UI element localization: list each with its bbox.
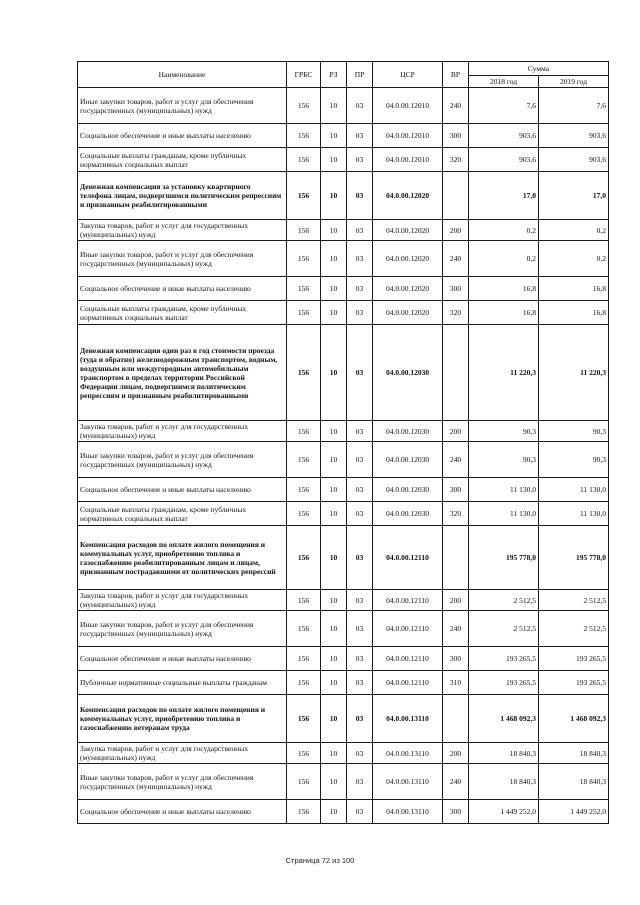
cell-vr: 200 bbox=[443, 421, 469, 442]
cell-vr bbox=[443, 172, 469, 220]
cell-name: Закупка товаров, работ и услуг для государственных (муниципальных) нужд bbox=[78, 743, 287, 764]
cell-2018: 0,2 bbox=[469, 241, 539, 277]
cell-pr: 03 bbox=[347, 442, 373, 478]
cell-2018: 11 130,0 bbox=[469, 478, 539, 502]
cell-2019: 195 778,0 bbox=[539, 526, 609, 590]
header-csr: ЦСР bbox=[373, 62, 443, 88]
cell-csr: 04.0.00.12010 bbox=[373, 148, 443, 172]
cell-csr: 04.0.00.12020 bbox=[373, 277, 443, 301]
cell-grbs: 156 bbox=[287, 442, 321, 478]
cell-vr: 320 bbox=[443, 148, 469, 172]
cell-vr: 240 bbox=[443, 442, 469, 478]
header-year-2018: 2018 год bbox=[469, 76, 539, 88]
cell-2019: 16,8 bbox=[539, 301, 609, 325]
cell-2019: 193 265,5 bbox=[539, 671, 609, 695]
cell-csr: 04.0.00.12020 bbox=[373, 301, 443, 325]
cell-rz: 10 bbox=[321, 478, 347, 502]
cell-csr: 04.0.00.12030 bbox=[373, 478, 443, 502]
cell-csr: 04.0.00.13110 bbox=[373, 743, 443, 764]
cell-name: Социальное обеспечение и иные выплаты населению bbox=[78, 277, 287, 301]
cell-grbs: 156 bbox=[287, 502, 321, 526]
table-row bbox=[78, 148, 609, 172]
cell-rz: 10 bbox=[321, 421, 347, 442]
cell-grbs: 156 bbox=[287, 277, 321, 301]
header-vr: ВР bbox=[443, 62, 469, 88]
cell-2018: 2 512,5 bbox=[469, 590, 539, 611]
cell-vr: 300 bbox=[443, 647, 469, 671]
cell-2018: 11 130,0 bbox=[469, 502, 539, 526]
cell-rz: 10 bbox=[321, 148, 347, 172]
cell-pr: 03 bbox=[347, 124, 373, 148]
cell-vr: 300 bbox=[443, 277, 469, 301]
cell-pr: 03 bbox=[347, 88, 373, 124]
table-row bbox=[78, 764, 609, 800]
cell-csr: 04.0.00.12110 bbox=[373, 526, 443, 590]
table-row bbox=[78, 502, 609, 526]
cell-rz: 10 bbox=[321, 590, 347, 611]
cell-csr: 04.0.00.13110 bbox=[373, 764, 443, 800]
cell-rz: 10 bbox=[321, 88, 347, 124]
cell-2019: 2 512,5 bbox=[539, 611, 609, 647]
cell-csr: 04.0.00.12110 bbox=[373, 611, 443, 647]
cell-vr: 200 bbox=[443, 743, 469, 764]
table-row bbox=[78, 478, 609, 502]
table-row bbox=[78, 301, 609, 325]
cell-rz: 10 bbox=[321, 743, 347, 764]
table-row bbox=[78, 421, 609, 442]
cell-pr: 03 bbox=[347, 421, 373, 442]
cell-name: Иные закупки товаров, работ и услуг для обеспечения государственных (муниципальных) нужд bbox=[78, 442, 287, 478]
cell-rz: 10 bbox=[321, 671, 347, 695]
cell-2018: 90,3 bbox=[469, 442, 539, 478]
cell-pr: 03 bbox=[347, 590, 373, 611]
budget-table bbox=[77, 61, 609, 824]
cell-grbs: 156 bbox=[287, 148, 321, 172]
cell-rz: 10 bbox=[321, 277, 347, 301]
cell-name: Публичные нормативные социальные выплаты гражданам bbox=[78, 671, 287, 695]
cell-csr: 04.0.00.12030 bbox=[373, 502, 443, 526]
cell-rz: 10 bbox=[321, 301, 347, 325]
cell-vr: 200 bbox=[443, 220, 469, 241]
cell-rz: 10 bbox=[321, 764, 347, 800]
cell-rz: 10 bbox=[321, 800, 347, 824]
cell-name: Иные закупки товаров, работ и услуг для обеспечения государственных (муниципальных) нужд bbox=[78, 88, 287, 124]
cell-pr: 03 bbox=[347, 526, 373, 590]
cell-grbs: 156 bbox=[287, 671, 321, 695]
cell-2019: 0,2 bbox=[539, 241, 609, 277]
cell-vr: 240 bbox=[443, 764, 469, 800]
cell-grbs: 156 bbox=[287, 526, 321, 590]
cell-name: Социальное обеспечение и иные выплаты населению bbox=[78, 647, 287, 671]
cell-grbs: 156 bbox=[287, 695, 321, 743]
cell-csr: 04.0.00.13110 bbox=[373, 800, 443, 824]
cell-pr: 03 bbox=[347, 764, 373, 800]
cell-pr: 03 bbox=[347, 277, 373, 301]
table-row bbox=[78, 172, 609, 220]
cell-csr: 04.0.00.12020 bbox=[373, 172, 443, 220]
cell-2019: 903,6 bbox=[539, 148, 609, 172]
table-row bbox=[78, 611, 609, 647]
cell-2018: 16,8 bbox=[469, 277, 539, 301]
cell-vr: 240 bbox=[443, 611, 469, 647]
cell-2018: 16,8 bbox=[469, 301, 539, 325]
cell-csr: 04.0.00.12030 bbox=[373, 442, 443, 478]
cell-rz: 10 bbox=[321, 611, 347, 647]
cell-rz: 10 bbox=[321, 526, 347, 590]
cell-2018: 18 840,3 bbox=[469, 743, 539, 764]
cell-pr: 03 bbox=[347, 743, 373, 764]
table-row bbox=[78, 695, 609, 743]
cell-pr: 03 bbox=[347, 611, 373, 647]
cell-2018: 195 778,0 bbox=[469, 526, 539, 590]
cell-2018: 193 265,5 bbox=[469, 647, 539, 671]
cell-rz: 10 bbox=[321, 647, 347, 671]
cell-vr: 240 bbox=[443, 88, 469, 124]
table-row bbox=[78, 671, 609, 695]
cell-2019: 18 840,3 bbox=[539, 743, 609, 764]
cell-grbs: 156 bbox=[287, 172, 321, 220]
cell-2018: 17,0 bbox=[469, 172, 539, 220]
cell-grbs: 156 bbox=[287, 301, 321, 325]
cell-rz: 10 bbox=[321, 502, 347, 526]
cell-csr: 04.0.00.12030 bbox=[373, 325, 443, 421]
cell-name: Социальное обеспечение и иные выплаты населению bbox=[78, 124, 287, 148]
cell-name: Социальные выплаты гражданам, кроме публичных нормативных социальных выплат bbox=[78, 148, 287, 172]
cell-2018: 1 449 252,0 bbox=[469, 800, 539, 824]
cell-pr: 03 bbox=[347, 148, 373, 172]
cell-grbs: 156 bbox=[287, 764, 321, 800]
cell-name: Иные закупки товаров, работ и услуг для обеспечения государственных (муниципальных) нужд bbox=[78, 241, 287, 277]
cell-name: Закупка товаров, работ и услуг для государственных (муниципальных) нужд bbox=[78, 220, 287, 241]
cell-rz: 10 bbox=[321, 695, 347, 743]
header-name: Наименование bbox=[78, 62, 287, 88]
cell-name: Компенсация расходов по оплате жилого помещения и коммунальных услуг, приобретению топлива и газоснабжению ветеранам труда bbox=[78, 695, 287, 743]
cell-rz: 10 bbox=[321, 241, 347, 277]
header-sum: Сумма bbox=[469, 62, 609, 76]
cell-rz: 10 bbox=[321, 124, 347, 148]
cell-2019: 90,3 bbox=[539, 421, 609, 442]
cell-csr: 04.0.00.13110 bbox=[373, 695, 443, 743]
cell-name: Денежная компенсация один раз в год стоимости проезда (туда и обратно) железнодорожным транспортом, водным, воздушным или междугородным автомобильным транспортом в пределах территории Российской Федерации лицам, подвергшимся политическим репрессиям и признанным реабилитированными bbox=[78, 325, 287, 421]
cell-2019: 1 468 092,3 bbox=[539, 695, 609, 743]
cell-2018: 1 468 092,3 bbox=[469, 695, 539, 743]
cell-name: Закупка товаров, работ и услуг для государственных (муниципальных) нужд bbox=[78, 421, 287, 442]
table-row bbox=[78, 325, 609, 421]
cell-vr: 310 bbox=[443, 671, 469, 695]
cell-2018: 193 265,5 bbox=[469, 671, 539, 695]
table-body bbox=[78, 88, 609, 824]
cell-2018: 90,3 bbox=[469, 421, 539, 442]
cell-csr: 04.0.00.12110 bbox=[373, 671, 443, 695]
table-row bbox=[78, 647, 609, 671]
table-row bbox=[78, 124, 609, 148]
cell-pr: 03 bbox=[347, 301, 373, 325]
table-row bbox=[78, 220, 609, 241]
cell-name: Иные закупки товаров, работ и услуг для обеспечения государственных (муниципальных) нужд bbox=[78, 764, 287, 800]
cell-2018: 11 220,3 bbox=[469, 325, 539, 421]
cell-2019: 11 220,3 bbox=[539, 325, 609, 421]
cell-2018: 7,6 bbox=[469, 88, 539, 124]
cell-2019: 18 840,3 bbox=[539, 764, 609, 800]
cell-csr: 04.0.00.12010 bbox=[373, 124, 443, 148]
cell-grbs: 156 bbox=[287, 421, 321, 442]
header-rz: РЗ bbox=[321, 62, 347, 88]
cell-2019: 11 130,0 bbox=[539, 502, 609, 526]
cell-2018: 903,6 bbox=[469, 148, 539, 172]
cell-2018: 903,6 bbox=[469, 124, 539, 148]
cell-grbs: 156 bbox=[287, 743, 321, 764]
cell-pr: 03 bbox=[347, 172, 373, 220]
cell-pr: 03 bbox=[347, 220, 373, 241]
cell-name: Компенсация расходов по оплате жилого помещения и коммунальных услуг, приобретению топлива и газоснабжению реабилитированным лицам и лицам, признанным пострадавшими от политических репрессий bbox=[78, 526, 287, 590]
cell-csr: 04.0.00.12110 bbox=[373, 647, 443, 671]
cell-vr: 320 bbox=[443, 301, 469, 325]
cell-vr: 240 bbox=[443, 241, 469, 277]
cell-vr: 300 bbox=[443, 478, 469, 502]
cell-pr: 03 bbox=[347, 800, 373, 824]
cell-grbs: 156 bbox=[287, 647, 321, 671]
cell-2019: 2 512,5 bbox=[539, 590, 609, 611]
table-row bbox=[78, 442, 609, 478]
cell-csr: 04.0.00.12020 bbox=[373, 220, 443, 241]
cell-rz: 10 bbox=[321, 442, 347, 478]
cell-name: Социальное обеспечение и иные выплаты населению bbox=[78, 478, 287, 502]
cell-2019: 90,3 bbox=[539, 442, 609, 478]
cell-vr bbox=[443, 526, 469, 590]
cell-name: Иные закупки товаров, работ и услуг для обеспечения государственных (муниципальных) нужд bbox=[78, 611, 287, 647]
cell-grbs: 156 bbox=[287, 478, 321, 502]
cell-vr: 320 bbox=[443, 502, 469, 526]
cell-vr: 300 bbox=[443, 124, 469, 148]
cell-pr: 03 bbox=[347, 241, 373, 277]
cell-grbs: 156 bbox=[287, 325, 321, 421]
header-pr: ПР bbox=[347, 62, 373, 88]
table-row bbox=[78, 590, 609, 611]
cell-grbs: 156 bbox=[287, 611, 321, 647]
table-row bbox=[78, 800, 609, 824]
cell-vr: 200 bbox=[443, 590, 469, 611]
cell-csr: 04.0.00.12020 bbox=[373, 241, 443, 277]
cell-2019: 7,6 bbox=[539, 88, 609, 124]
cell-pr: 03 bbox=[347, 695, 373, 743]
cell-pr: 03 bbox=[347, 478, 373, 502]
cell-pr: 03 bbox=[347, 325, 373, 421]
table-row bbox=[78, 277, 609, 301]
cell-grbs: 156 bbox=[287, 241, 321, 277]
cell-2019: 17,0 bbox=[539, 172, 609, 220]
table-row bbox=[78, 743, 609, 764]
cell-name: Денежная компенсация за установку квартирного телефона лицам, подвергшимся политическим репрессиям и признанным реабилитированными bbox=[78, 172, 287, 220]
cell-name: Социальное обеспечение и иные выплаты населению bbox=[78, 800, 287, 824]
cell-2018: 18 840,3 bbox=[469, 764, 539, 800]
cell-grbs: 156 bbox=[287, 220, 321, 241]
cell-grbs: 156 bbox=[287, 800, 321, 824]
page-footer: Страница 72 из 100 bbox=[285, 856, 355, 865]
table-row bbox=[78, 241, 609, 277]
cell-2019: 903,6 bbox=[539, 124, 609, 148]
header-grbs: ГРБС bbox=[287, 62, 321, 88]
cell-grbs: 156 bbox=[287, 124, 321, 148]
cell-name: Закупка товаров, работ и услуг для государственных (муниципальных) нужд bbox=[78, 590, 287, 611]
cell-vr bbox=[443, 325, 469, 421]
cell-pr: 03 bbox=[347, 647, 373, 671]
cell-name: Социальные выплаты гражданам, кроме публичных нормативных социальных выплат bbox=[78, 301, 287, 325]
cell-2018: 2 512,5 bbox=[469, 611, 539, 647]
cell-pr: 03 bbox=[347, 671, 373, 695]
cell-csr: 04.0.00.12030 bbox=[373, 421, 443, 442]
cell-name: Социальные выплаты гражданам, кроме публичных нормативных социальных выплат bbox=[78, 502, 287, 526]
table-row bbox=[78, 88, 609, 124]
cell-grbs: 156 bbox=[287, 88, 321, 124]
cell-grbs: 156 bbox=[287, 590, 321, 611]
cell-2018: 0,2 bbox=[469, 220, 539, 241]
cell-pr: 03 bbox=[347, 502, 373, 526]
cell-rz: 10 bbox=[321, 325, 347, 421]
cell-2019: 16,8 bbox=[539, 277, 609, 301]
cell-2019: 193 265,5 bbox=[539, 647, 609, 671]
cell-2019: 0,2 bbox=[539, 220, 609, 241]
cell-rz: 10 bbox=[321, 220, 347, 241]
cell-csr: 04.0.00.12110 bbox=[373, 590, 443, 611]
cell-vr: 300 bbox=[443, 800, 469, 824]
cell-rz: 10 bbox=[321, 172, 347, 220]
cell-2019: 1 449 252,0 bbox=[539, 800, 609, 824]
cell-csr: 04.0.00.12010 bbox=[373, 88, 443, 124]
table-row bbox=[78, 526, 609, 590]
cell-2019: 11 130,0 bbox=[539, 478, 609, 502]
header-year-2019: 2019 год bbox=[539, 76, 609, 88]
cell-vr bbox=[443, 695, 469, 743]
